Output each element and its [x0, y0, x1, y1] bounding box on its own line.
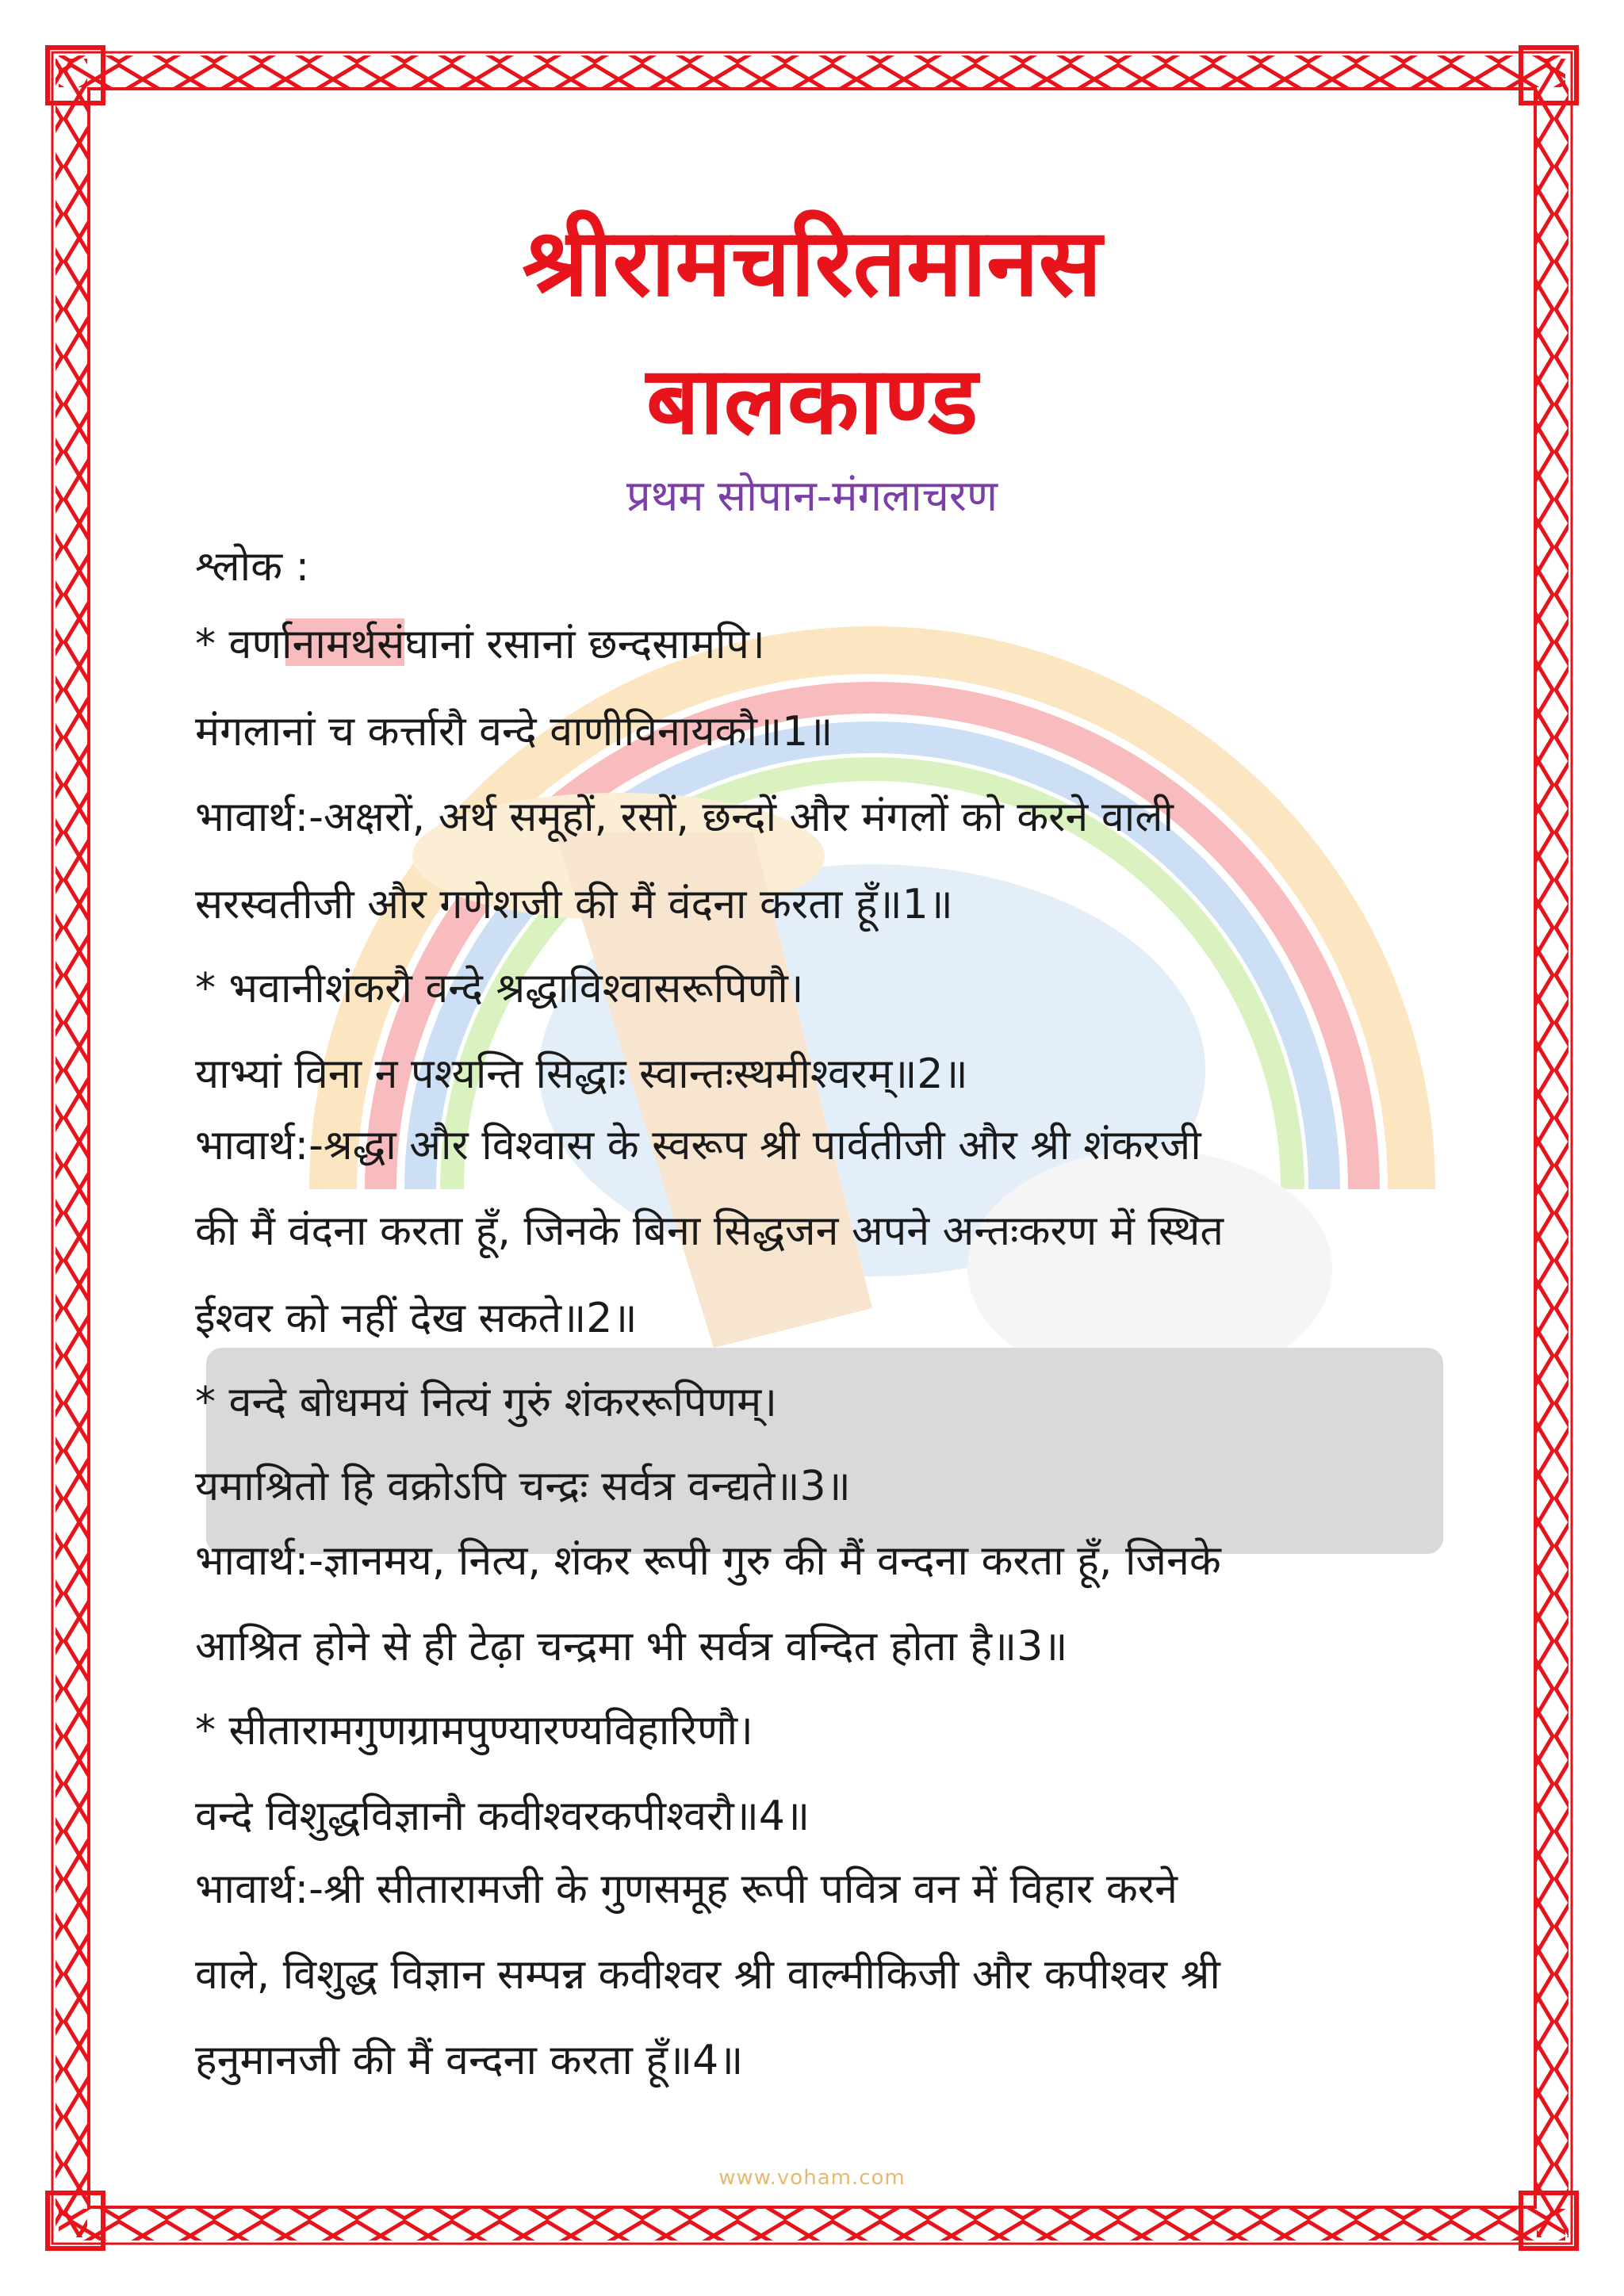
- text-line: * सीतारामगुणग्रामपुण्यारण्यविहारिणौ।: [195, 1707, 753, 1755]
- text-line: श्लोक :: [195, 543, 310, 591]
- text-line: वन्दे विशुद्धविज्ञानौ कवीश्वरकपीश्वरौ॥4॥: [195, 1793, 810, 1840]
- text-line: * भवानीशंकरौ वन्दे श्रद्धाविश्वासरूपिणौ।: [195, 965, 804, 1012]
- text-line: भावार्थ:-श्री सीतारामजी के गुणसमूह रूपी पवित्र वन में विहार करने: [195, 1866, 1178, 1913]
- text-line: * वन्दे बोधमयं नित्यं गुरुं शंकररूपिणम्‌।: [195, 1379, 777, 1426]
- text-line: याभ्यां विना न पश्यन्ति सिद्धाः स्वान्तःस्थमीश्वरम्‌॥2॥: [195, 1050, 968, 1098]
- text-line: ईश्वर को नहीं देख सकते॥2॥: [195, 1295, 638, 1342]
- text-line: आश्रित होने से ही टेढ़ा चन्द्रमा भी सर्वत्र वन्दित होता है॥3॥: [195, 1623, 1068, 1670]
- text-line: भावार्थ:-अक्षरों, अर्थ समूहों, रसों, छन्दों और मंगलों को करने वाली: [195, 794, 1174, 841]
- text-line: सरस्वतीजी और गणेशजी की मैं वंदना करता हूँ॥1॥: [195, 881, 953, 928]
- text-line: भावार्थ:-ज्ञानमय, नित्य, शंकर रूपी गुरु की मैं वन्दना करता हूँ, जिनके: [195, 1537, 1221, 1585]
- kanda-title: बालकाण्ड: [645, 346, 979, 455]
- text-line: की मैं वंदना करता हूँ, जिनके बिना सिद्धजन अपने अन्तःकरण में स्थित: [195, 1207, 1224, 1255]
- website-footer: www.voham.com: [718, 2166, 906, 2190]
- text-line: यमाश्रितो हि वक्रोऽपि चन्द्रः सर्वत्र वन्द्यते॥3॥: [195, 1463, 851, 1510]
- text-line: * वर्णानामर्थसंघानां रसानां छन्दसामपि।: [195, 621, 765, 668]
- text-line: मंगलानां च कर्त्तारौ वन्दे वाणीविनायकौ॥1॥: [195, 708, 833, 756]
- text-line: हनुमानजी की मैं वन्दना करता हूँ॥4॥: [195, 2037, 744, 2084]
- text-line: भावार्थ:-श्रद्धा और विश्वास के स्वरूप श्री पार्वतीजी और श्री शंकरजी: [195, 1122, 1201, 1169]
- section-subtitle: प्रथम सोपान-मंगलाचरण: [626, 471, 998, 521]
- text-line: वाले, विशुद्ध विज्ञान सम्पन्न कवीश्वर श्री वाल्मीकिजी और कपीश्वर श्री: [195, 1951, 1220, 1999]
- page-title: श्रीरामचरितमानस: [522, 208, 1102, 317]
